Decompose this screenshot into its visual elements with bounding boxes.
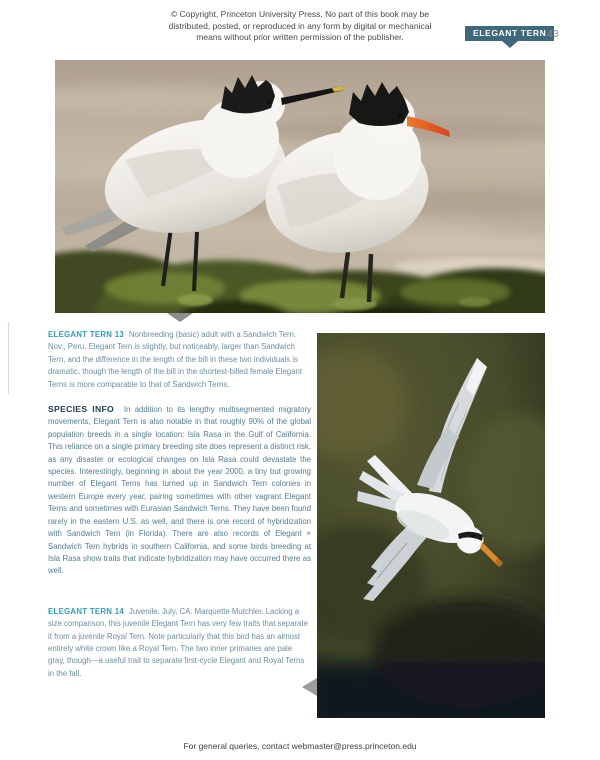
eye xyxy=(471,534,475,538)
head xyxy=(457,527,484,554)
caption-13-heading: ELEGANT TERN 13 xyxy=(48,330,124,339)
species-info xyxy=(48,403,311,578)
caption-14-body: Juvenile. July, CA. Marquette Mutchler. Lacking a size comparison, this juvenile Elegant Tern has very few traits that separate it from a juvenile Royal Tern. Note particularly that this bird has an almost entirely white crown like a Royal Tern. The two inner primaries are pale gray, though—a useful trait to separate first-cycle Elegant and Royal Terns in the fall. xyxy=(48,606,308,678)
scan-artifact-line xyxy=(8,322,9,394)
footer-queries: For general queries, contact webmaster@press.princeton.edu xyxy=(183,741,417,751)
photo-elegant-tern-14 xyxy=(317,333,545,718)
caption-pointer-left-icon xyxy=(302,678,317,696)
section-label: ELEGANT TERN xyxy=(473,28,547,38)
flying-tern-illustration xyxy=(317,333,545,718)
copyright-line: distributed, posted, or reproduced in any form by digital or mechanical xyxy=(168,20,432,31)
caption-14 xyxy=(48,606,311,680)
text-column xyxy=(48,329,311,680)
caption-14-heading: ELEGANT TERN 14 xyxy=(48,606,124,616)
section-tab xyxy=(465,26,554,41)
eye xyxy=(398,114,403,119)
photo-elegant-tern-13 xyxy=(55,60,545,313)
copyright-line: © Copyright, Princeton University Press. No part of this book may be xyxy=(170,9,430,19)
species-info-heading: SPECIES INFO xyxy=(48,404,114,415)
copyright-line: means without prior written permission of the publisher. xyxy=(196,32,404,42)
page-number: 43 xyxy=(547,28,559,40)
caption-pointer-down-icon xyxy=(167,313,193,322)
species-info-body: In addition to its lengthy multisegmented migratory movements, Elegant Tern is also notable in that roughly 90% of the global population breeds in a single location: Isla Rasa in the Gulf of California. This reliance on a single primary breeding site does represent a distinct risk, as any disaster or ecological changes on Isla Rasa could devastate the species. Interestingly, beginning in about the year 2000, a tiny but growing number of Elegant Terns has turned up in Sandwich Tern colonies in western Europe every year, pairing sometimes with other vagrant Elegant Terns and sometimes with Eurasian Sandwich Terns. They have been found rarely in the eastern U.S. as well, and there is one record of hybridization with Sandwich Tern (in Florida). There are also records of Elegant × Sandwich Tern hybrids in southern California, and some birds breeding at Isla Rasa show traits that indicate hybridization may have occurred there as well. xyxy=(48,405,311,576)
caption-13-body: Nonbreeding (basic) adult with a Sandwich Tern. Nov., Peru. Elegant Tern is slightly, but noticeably, larger than Sandwich Tern, and the difference in the length of the bill in these two individuals is dramatic, though the length of the bill in the shortest-billed female Elegant Terns is more comparable to that of Sandwich Terns. xyxy=(48,330,302,389)
section-tab-pointer-icon xyxy=(502,41,518,48)
caption-13 xyxy=(48,329,311,391)
eye xyxy=(267,100,271,104)
two-terns-illustration xyxy=(55,60,545,313)
